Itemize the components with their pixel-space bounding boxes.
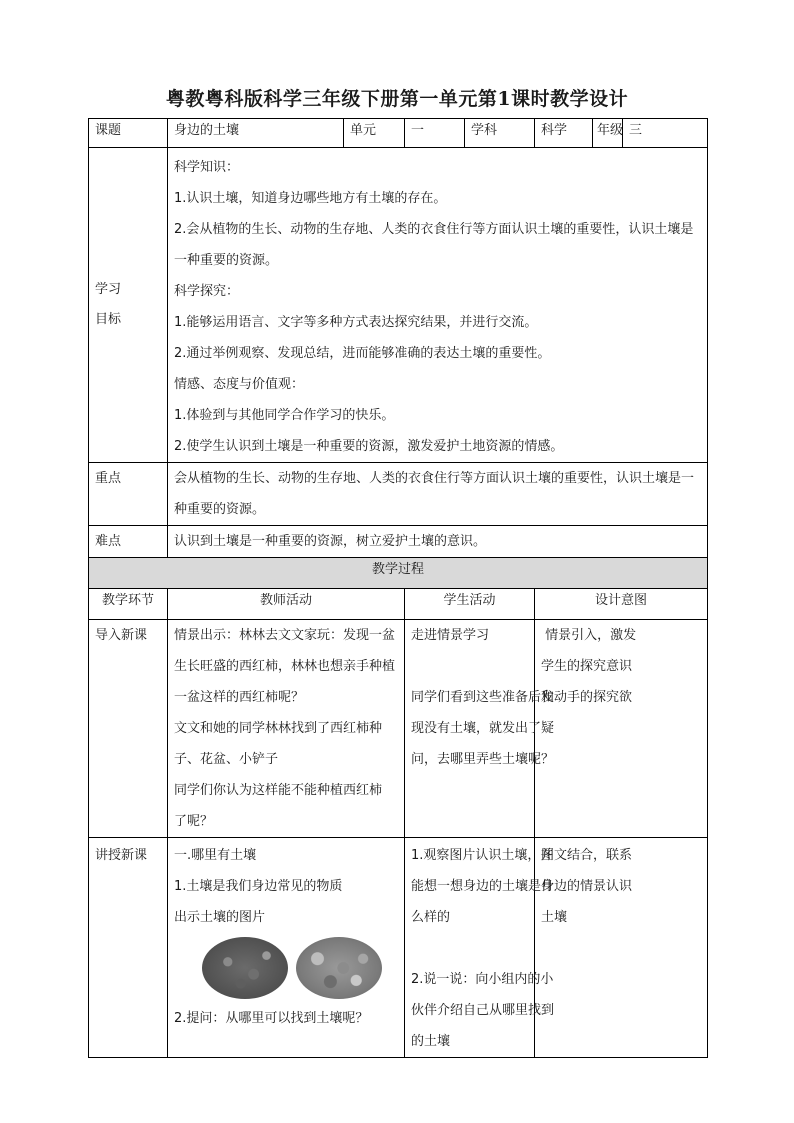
- objectives-row: [89, 148, 708, 463]
- stage-cell: 导入新课: [89, 620, 168, 838]
- objective-line: 1.体验到与其他同学合作学习的快乐。: [174, 408, 395, 423]
- objectives-label: [89, 148, 168, 463]
- student-line: [411, 651, 528, 682]
- student-line: 现没有土壤，就发出了疑: [411, 721, 555, 736]
- teacher-line: 了呢？: [174, 814, 214, 829]
- student-line: 1.观察图片认识土壤，并: [411, 848, 554, 863]
- stage-cell: 讲授新课: [89, 838, 168, 1058]
- teacher-line: 同学们你认为这样能不能种植西红柿: [174, 783, 383, 798]
- teacher-line: 一盆这样的西红柿呢？: [174, 690, 305, 705]
- soil-images: [174, 933, 398, 1003]
- teacher-line: 文文和她的同学林林找到了西红柿种: [174, 721, 383, 736]
- student-line: 伙伴介绍自己从哪里找到: [411, 1003, 555, 1018]
- teacher-line: 情景出示：林林去文文家玩：发现一盆: [174, 628, 396, 643]
- teacher-activity-cell: [168, 620, 405, 838]
- difficulty-content: 认识到土壤是一种重要的资源，树立爱护土壤的意识。: [168, 526, 708, 558]
- teacher-line: 1.土壤是我们身边常见的物质: [174, 879, 343, 894]
- objective-line: 2.使学生认识到土壤是一种重要的资源，激发爱护土地资源的情感。: [174, 439, 564, 454]
- document-title: 粤教粤科版科学三年级下册第一单元第1课时教学设计: [165, 88, 629, 110]
- student-line: 能想一想身边的土壤是什: [411, 879, 555, 894]
- objectives-label-line2: 目标: [95, 312, 122, 327]
- teacher-line: 生长旺盛的西红柿，林林也想亲手种植: [174, 659, 396, 674]
- student-line: 同学们看到这些准备后发: [411, 690, 555, 705]
- student-line: [411, 933, 528, 964]
- process-bar-row: [89, 558, 708, 589]
- process-column-headers: [89, 589, 708, 620]
- objective-line: 1.能够运用语言、文字等多种方式表达探究结果，并进行交流。: [174, 315, 538, 330]
- objective-line: 2.通过举例观察、发现总结，进而能够准确的表达土壤的重要性。: [174, 346, 551, 361]
- student-line: 的土壤: [411, 1034, 451, 1049]
- grade-label: 年级: [593, 119, 623, 148]
- header-row: [89, 119, 708, 148]
- student-activity-cell: [405, 838, 555, 1058]
- soil-photo-1: [202, 937, 288, 999]
- teacher-line: 子、花盆、小铲子: [174, 752, 279, 767]
- intent-line: 身边的情景认识: [541, 879, 633, 894]
- grade-value: 三: [623, 119, 708, 148]
- objective-line: 科学知识：: [174, 160, 240, 175]
- teacher-line: 一.哪里有土壤: [174, 848, 257, 863]
- soil-photo-2: [296, 937, 382, 999]
- key-point-content: [168, 463, 708, 526]
- intent-line: 学生的探究意识: [541, 659, 633, 674]
- unit-value: 一: [405, 119, 465, 148]
- col-header-student: 学生活动: [405, 589, 535, 620]
- process-row-new: [89, 838, 708, 1058]
- subject-value: 科学: [535, 119, 593, 148]
- teacher-line: 出示土壤的图片: [174, 910, 266, 925]
- objectives-label-line1: 学习: [95, 282, 122, 297]
- key-point-line: 会从植物的生长、动物的生存地、人类的衣食住行等方面认识土壤的重要性，认识土壤是一: [174, 471, 695, 486]
- student-line: 走进情景学习: [411, 628, 490, 643]
- student-line: 么样的: [411, 910, 451, 925]
- topic-value: 身边的土壤: [168, 119, 344, 148]
- difficulty-row: [89, 526, 708, 558]
- objective-line: 1.认识土壤，知道身边哪些地方有土壤的存在。: [174, 191, 447, 206]
- subject-label: 学科: [465, 119, 535, 148]
- intent-line: 情景引入，激发: [541, 628, 637, 643]
- key-point-label: 重点: [89, 463, 168, 526]
- intent-line: 图文结合，联系: [541, 848, 633, 863]
- student-line: 2.说一说：向小组内的小: [411, 972, 554, 987]
- objective-line: 一种重要的资源。: [174, 253, 279, 268]
- key-point-row: [89, 463, 708, 526]
- student-activity-cell: [405, 620, 555, 838]
- lesson-plan-table: [88, 118, 708, 1058]
- unit-label: 单元: [344, 119, 405, 148]
- process-bar: 教学过程: [89, 558, 708, 589]
- topic-label: 课题: [89, 119, 168, 148]
- col-header-stage: 教学环节: [89, 589, 168, 620]
- col-header-teacher: 教师活动: [168, 589, 405, 620]
- objective-line: 科学探究：: [174, 284, 240, 299]
- teacher-activity-cell: [168, 838, 405, 1058]
- objective-line: 情感、态度与价值观：: [174, 377, 305, 392]
- col-header-intent: 设计意图: [535, 589, 708, 620]
- intent-line: 和动手的探究欲: [541, 690, 633, 705]
- student-line: 问，去哪里弄些土壤呢？: [411, 752, 555, 767]
- objective-line: 2.会从植物的生长、动物的生存地、人类的衣食住行等方面认识土壤的重要性，认识土壤是: [174, 222, 694, 237]
- difficulty-label: 难点: [89, 526, 168, 558]
- teacher-line: 2.提问：从哪里可以找到土壤呢？: [174, 1011, 369, 1026]
- key-point-line: 种重要的资源。: [174, 502, 266, 517]
- process-row-intro: [89, 620, 708, 838]
- intent-line: 土壤: [541, 910, 568, 925]
- intent-cell: [535, 620, 708, 838]
- intent-cell: [535, 838, 708, 1058]
- objectives-content: [168, 148, 708, 463]
